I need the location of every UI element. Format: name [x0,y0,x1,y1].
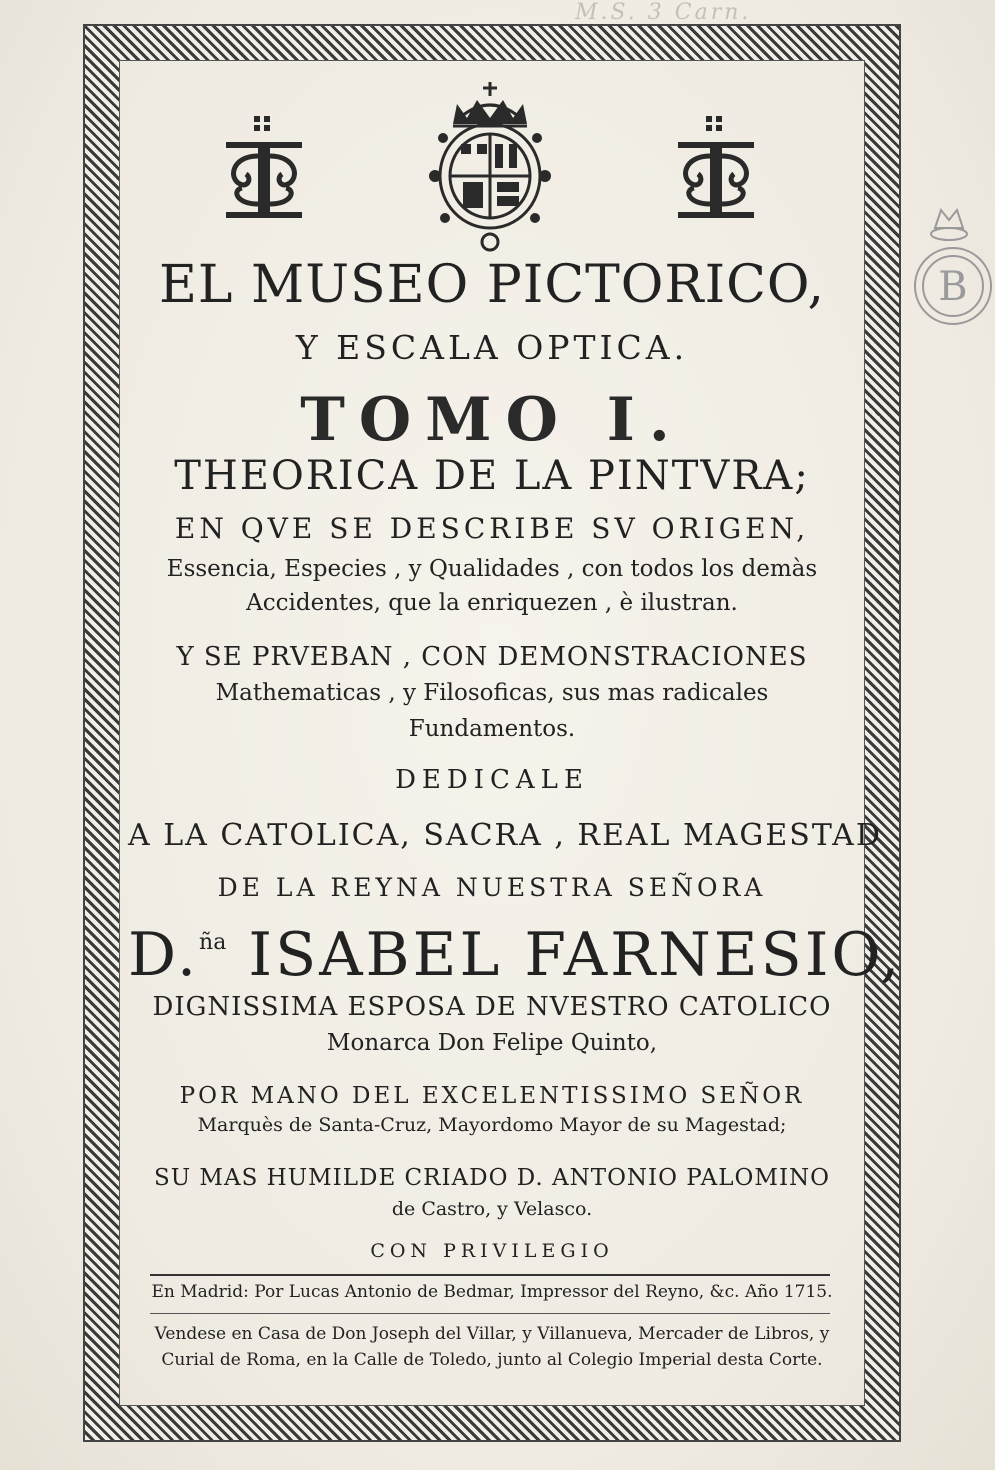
proof-heading: Y SE PRVEBAN , CON DEMONSTRACIONES [176,642,808,672]
dedicatee-name [128,920,903,990]
right-fleuron-icon [670,112,762,227]
author-surname-line: de Castro, y Velasco. [391,1198,593,1220]
dedication-line-majesty: A LA CATOLICA, SACRA , REAL MAGESTAD [128,818,882,853]
description-line-1: Essencia, Especies , y Qualidades , con todos los demàs [166,556,818,582]
part-title: THEORICA DE LA PINTVRA; [174,453,810,499]
description-line-2: Accidentes, que la enriquezen , è ilustran. [246,590,738,616]
imprint-rule-bottom [150,1313,830,1314]
book-subtitle: Y ESCALA OPTICA. [295,328,689,367]
intermediary-heading: POR MANO DEL EXCELENTISSIMO SEÑOR [179,1083,805,1109]
dedicatee-description: DIGNISSIMA ESPOSA DE NVESTRO CATOLICO [152,992,832,1022]
intermediary-name: Marquès de Santa-Cruz, Mayordomo Mayor de su Magestad; [197,1114,787,1136]
honorific-superscript: ña [199,930,227,955]
royal-coat-of-arms-icon [415,78,565,258]
dedication-heading: DEDICALE [395,765,589,795]
book-title: EL MUSEO PICTORICO, [158,255,826,315]
privilege-notice: CON PRIVILEGIO [370,1240,614,1262]
honorific: D. [128,920,200,990]
stamp-letter: B [938,264,968,310]
handwritten-shelfmark: M.S. 3 Carn. [575,0,752,25]
left-fleuron-icon [218,112,310,227]
sale-line-1: Vendese en Casa de Don Joseph del Villar, y Villanueva, Mercader de Libros, y [154,1324,830,1344]
volume-number: TOMO I. [300,385,684,455]
description-heading: EN QVE SE DESCRIBE SV ORIGEN, [174,512,810,545]
sale-line-2: Curial de Roma, en la Calle de Toledo, junto al Colegio Imperial desta Corte. [161,1350,823,1370]
imprint-line: En Madrid: Por Lucas Antonio de Bedmar, Impressor del Reyno, &c. Año 1715. [151,1282,833,1302]
queen-name: ISABEL FARNESIO, [248,920,903,990]
imprint-rule-top [150,1274,830,1276]
proof-line-2: Fundamentos. [408,716,576,742]
proof-line-1: Mathematicas , y Filosoficas, sus mas radicales [215,680,769,706]
library-stamp-icon [905,188,993,338]
dedication-line-queen: DE LA REYNA NUESTRA SEÑORA [217,873,767,902]
author-line: SU MAS HUMILDE CRIADO D. ANTONIO PALOMINO [153,1165,831,1191]
monarch-line: Monarca Don Felipe Quinto, [326,1030,658,1056]
